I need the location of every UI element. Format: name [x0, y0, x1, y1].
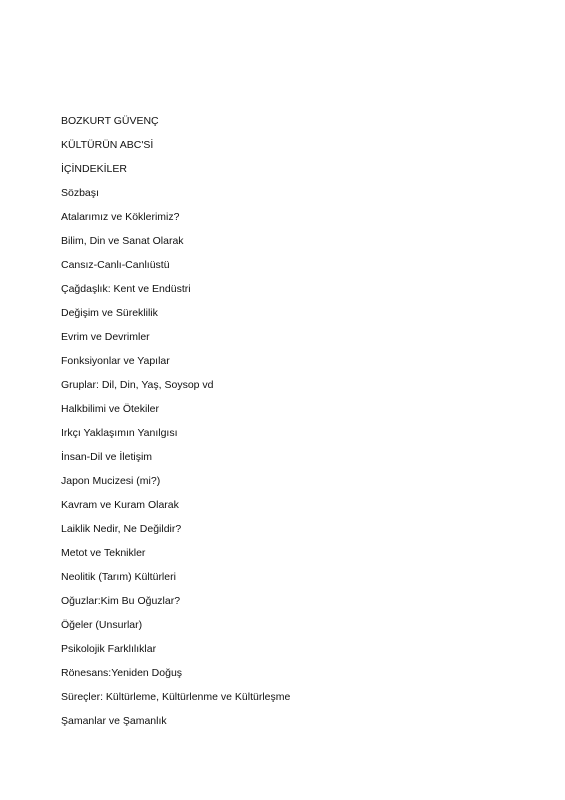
author-name: BOZKURT GÜVENÇ — [61, 115, 159, 127]
toc-item: Oğuzlar:Kim Bu Oğuzlar? — [61, 595, 181, 607]
document-content — [61, 113, 521, 737]
toc-item: Psikolojik Farklılıklar — [61, 643, 157, 655]
toc-item: Rönesans:Yeniden Doğuş — [61, 667, 183, 679]
toc-item: Irkçı Yaklaşımın Yanılgısı — [61, 427, 178, 439]
toc-item: Laiklik Nedir, Ne Değildir? — [61, 523, 182, 535]
toc-item: Değişim ve Süreklilik — [61, 307, 158, 319]
toc-item: Şamanlar ve Şamanlık — [61, 715, 167, 727]
toc-item: İnsan-Dil ve İletişim — [61, 451, 153, 463]
toc-item: Atalarımız ve Köklerimiz? — [61, 211, 180, 223]
toc-item: Metot ve Teknikler — [61, 547, 146, 559]
toc-item: Gruplar: Dil, Din, Yaş, Soysop vd — [61, 379, 214, 391]
toc-item: Sözbaşı — [61, 187, 99, 199]
toc-item: Süreçler: Kültürleme, Kültürlenme ve Kültürleşme — [61, 691, 291, 703]
toc-item: Neolitik (Tarım) Kültürleri — [61, 571, 176, 583]
toc-item: Fonksiyonlar ve Yapılar — [61, 355, 170, 367]
toc-item: Halkbilimi ve Ötekiler — [61, 403, 160, 415]
toc-item: Çağdaşlık: Kent ve Endüstri — [61, 283, 191, 295]
toc-item: Japon Mucizesi (mi?) — [61, 475, 161, 487]
book-title: KÜLTÜRÜN ABC'Sİ — [61, 139, 154, 151]
toc-item: Öğeler (Unsurlar) — [61, 619, 143, 631]
toc-item: Kavram ve Kuram Olarak — [61, 499, 179, 511]
toc-item: Cansız-Canlı-Canlıüstü — [61, 259, 170, 271]
toc-heading: İÇİNDEKİLER — [61, 163, 127, 175]
toc-item: Bilim, Din ve Sanat Olarak — [61, 235, 184, 247]
toc-item: Evrim ve Devrimler — [61, 331, 150, 343]
